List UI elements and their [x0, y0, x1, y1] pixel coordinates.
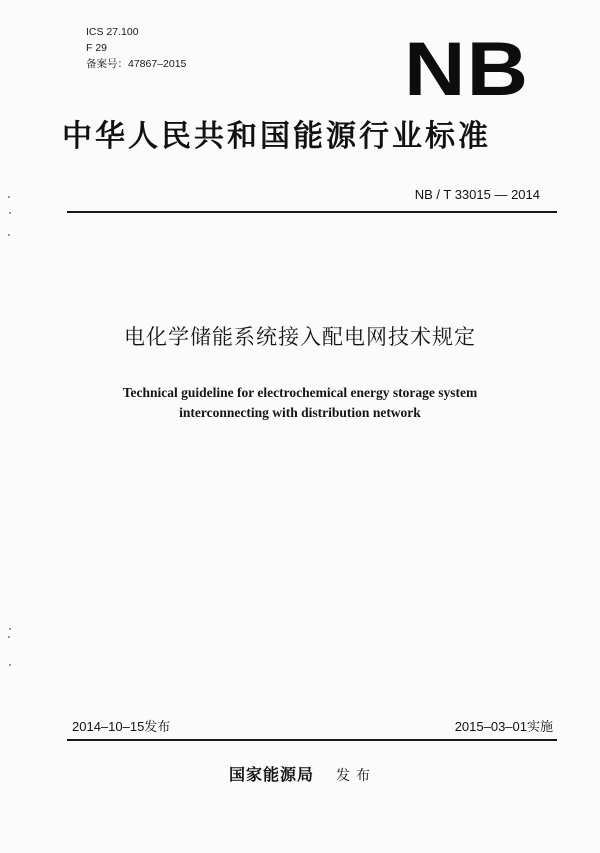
top-divider [67, 211, 557, 213]
scan-speck [9, 212, 11, 214]
document-title-chinese: 电化学储能系统接入配电网技术规定 [124, 325, 476, 349]
classification-block [86, 24, 186, 72]
implementation-date: 2015–03–01实施 [454, 719, 553, 734]
issuer-action: 发布 [336, 768, 377, 784]
scan-speck [8, 636, 10, 638]
bottom-divider [67, 739, 557, 741]
ccs-code: F 29 [86, 42, 108, 54]
scan-speck [8, 196, 10, 198]
issuer-organization: 国家能源局 [229, 765, 315, 784]
english-title-line-2: interconnecting with distribution network [179, 405, 421, 420]
document-title-english [0, 383, 600, 423]
scan-speck [8, 234, 10, 236]
nb-logo: NB [404, 27, 530, 112]
scan-speck [9, 628, 11, 630]
english-title-line-1: Technical guideline for electrochemical energy storage system [122, 385, 478, 400]
standard-category-title: 中华人民共和国能源行业标准 [62, 119, 491, 154]
standard-number: NB / T 33015 — 2014 [414, 187, 540, 202]
ics-code: ICS 27.100 [86, 26, 139, 38]
issue-date: 2014–10–15发布 [72, 719, 171, 734]
issuing-authority [229, 763, 376, 788]
scan-speck [9, 664, 11, 666]
filing-number: 备案号：47867–2015 [86, 58, 187, 70]
